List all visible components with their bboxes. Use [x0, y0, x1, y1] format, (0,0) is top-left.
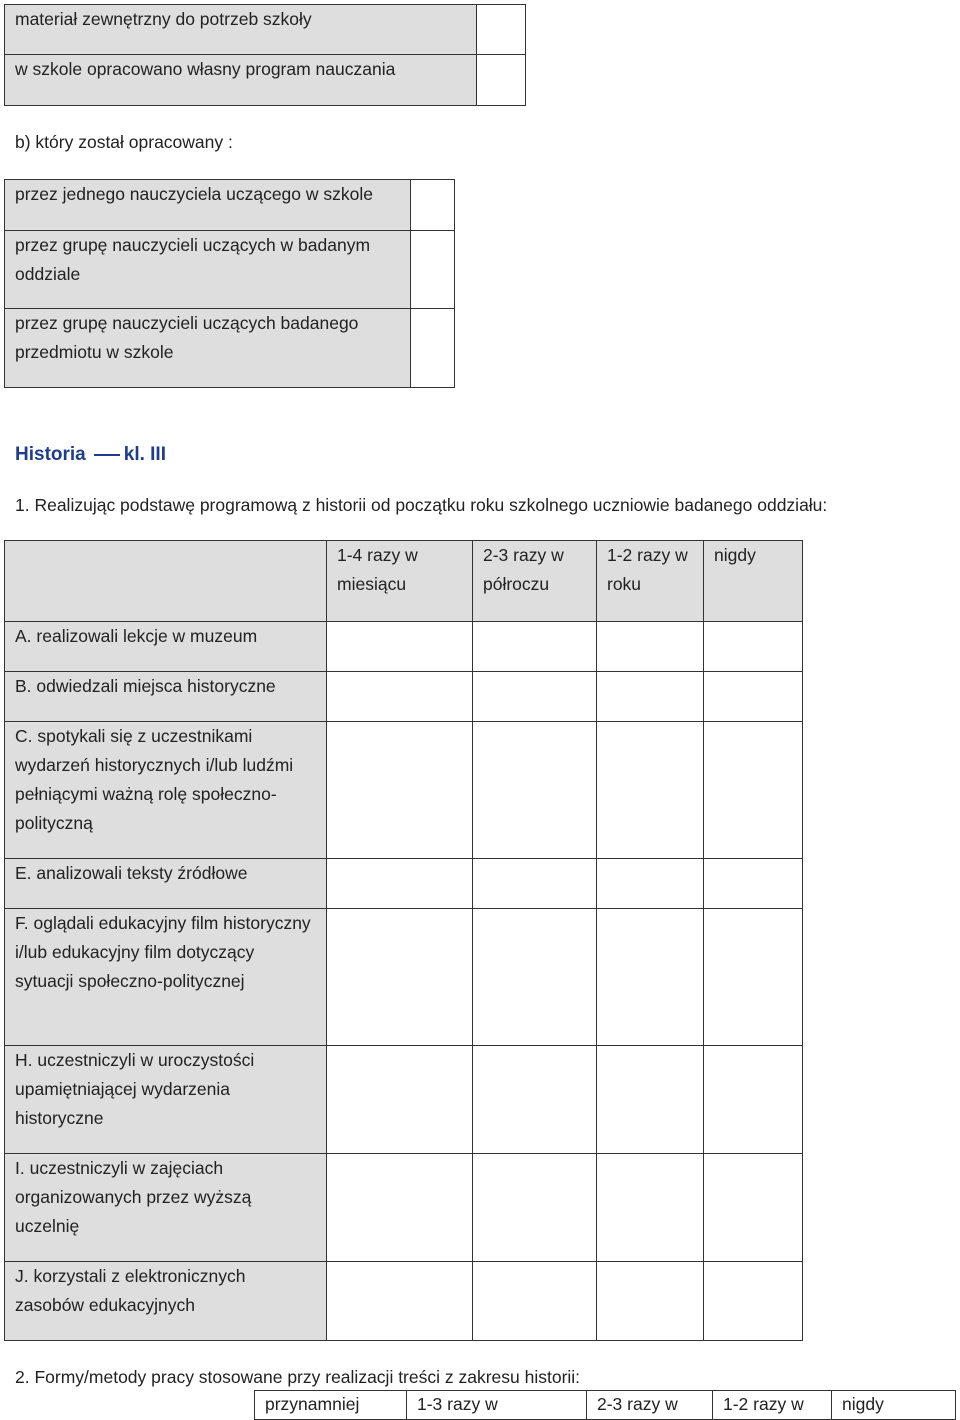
table-row — [5, 180, 455, 231]
answer-box[interactable] — [473, 1154, 597, 1262]
answer-box[interactable] — [327, 909, 473, 1046]
section-title — [15, 440, 166, 469]
activity-label: H. uczestniczyli w uroczystości upamiętniającej wydarzenia historyczne — [5, 1046, 327, 1154]
author-table — [4, 179, 455, 388]
column-header: przynamniej — [255, 1391, 407, 1420]
answer-box[interactable] — [473, 622, 597, 672]
answer-box[interactable] — [704, 1046, 803, 1154]
answer-box[interactable] — [597, 1154, 704, 1262]
answer-box[interactable] — [704, 672, 803, 722]
answer-box[interactable] — [327, 672, 473, 722]
column-header: 2-3 razy w półroczu — [473, 541, 597, 622]
answer-box[interactable] — [473, 859, 597, 909]
source-program-table — [4, 4, 526, 106]
answer-box[interactable] — [477, 55, 526, 106]
answer-box[interactable] — [327, 722, 473, 859]
answer-box[interactable] — [704, 622, 803, 672]
activity-label: J. korzystali z elektronicznych zasobów edukacyjnych — [5, 1262, 327, 1341]
table-header-row — [255, 1391, 956, 1420]
table-row — [5, 5, 526, 55]
column-header: 1-2 razy w roku — [597, 541, 704, 622]
table-row — [5, 672, 803, 722]
question-2: 2. Formy/metody pracy stosowane przy realizacji treści z zakresu historii: — [15, 1367, 581, 1387]
class-name: kl. III — [123, 444, 166, 465]
table-header-row — [5, 541, 803, 622]
table-row — [5, 231, 455, 309]
answer-box[interactable] — [473, 722, 597, 859]
subject-name: Historia — [15, 444, 86, 465]
question-1: 1. Realizując podstawę programową z historii od początku roku szkolnego uczniowie badanego oddziału: — [15, 495, 828, 515]
table-row — [5, 1154, 803, 1262]
answer-box[interactable] — [704, 859, 803, 909]
activity-label: E. analizowali teksty źródłowe — [5, 859, 327, 909]
answer-box[interactable] — [327, 1262, 473, 1341]
answer-box[interactable] — [597, 1046, 704, 1154]
answer-box[interactable] — [327, 1154, 473, 1262]
column-header: 1-3 razy w — [407, 1391, 587, 1420]
methods-frequency-table — [254, 1390, 956, 1420]
answer-box[interactable] — [704, 722, 803, 859]
option-label: przez grupę nauczycieli uczących badanego przedmiotu w szkole — [5, 309, 411, 388]
column-header: 2-3 razy w — [587, 1391, 713, 1420]
option-label: przez grupę nauczycieli uczących w badanym oddziale — [5, 231, 411, 309]
activity-frequency-table — [4, 540, 803, 1341]
table-row — [5, 722, 803, 859]
answer-box[interactable] — [473, 909, 597, 1046]
option-label: przez jednego nauczyciela uczącego w szkole — [5, 180, 411, 231]
answer-box[interactable] — [327, 859, 473, 909]
answer-box[interactable] — [597, 909, 704, 1046]
activity-label: A. realizowali lekcje w muzeum — [5, 622, 327, 672]
activity-label: C. spotykali się z uczestnikami wydarzeń historycznych i/lub ludźmi pełniącymi ważną rolę społeczno-polityczną — [5, 722, 327, 859]
answer-box[interactable] — [327, 622, 473, 672]
answer-box[interactable] — [704, 909, 803, 1046]
column-header: nigdy — [832, 1391, 956, 1420]
title-dash — [94, 454, 120, 456]
table-row — [5, 1262, 803, 1341]
table-row — [5, 909, 803, 1046]
column-header: 1-4 razy w miesiącu — [327, 541, 473, 622]
answer-box[interactable] — [411, 309, 455, 388]
table-row — [5, 859, 803, 909]
answer-box[interactable] — [704, 1154, 803, 1262]
answer-box[interactable] — [327, 1046, 473, 1154]
header-empty — [5, 541, 327, 622]
answer-box[interactable] — [597, 672, 704, 722]
answer-box[interactable] — [597, 722, 704, 859]
answer-box[interactable] — [477, 5, 526, 55]
answer-box[interactable] — [411, 180, 455, 231]
answer-box[interactable] — [411, 231, 455, 309]
answer-box[interactable] — [704, 1262, 803, 1341]
activity-label: F. oglądali edukacyjny film historyczny i/lub edukacyjny film dotyczący sytuacji społeczno-politycznej — [5, 909, 327, 1046]
answer-box[interactable] — [473, 1046, 597, 1154]
answer-box[interactable] — [597, 1262, 704, 1341]
answer-box[interactable] — [473, 1262, 597, 1341]
option-label: materiał zewnętrzny do potrzeb szkoły — [5, 5, 477, 55]
activity-label: I. uczestniczyli w zajęciach organizowanych przez wyższą uczelnię — [5, 1154, 327, 1262]
activity-label: B. odwiedzali miejsca historyczne — [5, 672, 327, 722]
table-row — [5, 622, 803, 672]
question-b: b) który został opracowany : — [15, 132, 233, 152]
option-label: w szkole opracowano własny program nauczania — [5, 55, 477, 106]
answer-box[interactable] — [597, 859, 704, 909]
answer-box[interactable] — [597, 622, 704, 672]
answer-box[interactable] — [473, 672, 597, 722]
table-row — [5, 55, 526, 106]
column-header: 1-2 razy w — [713, 1391, 832, 1420]
table-row — [5, 1046, 803, 1154]
table-row — [5, 309, 455, 388]
column-header: nigdy — [704, 541, 803, 622]
